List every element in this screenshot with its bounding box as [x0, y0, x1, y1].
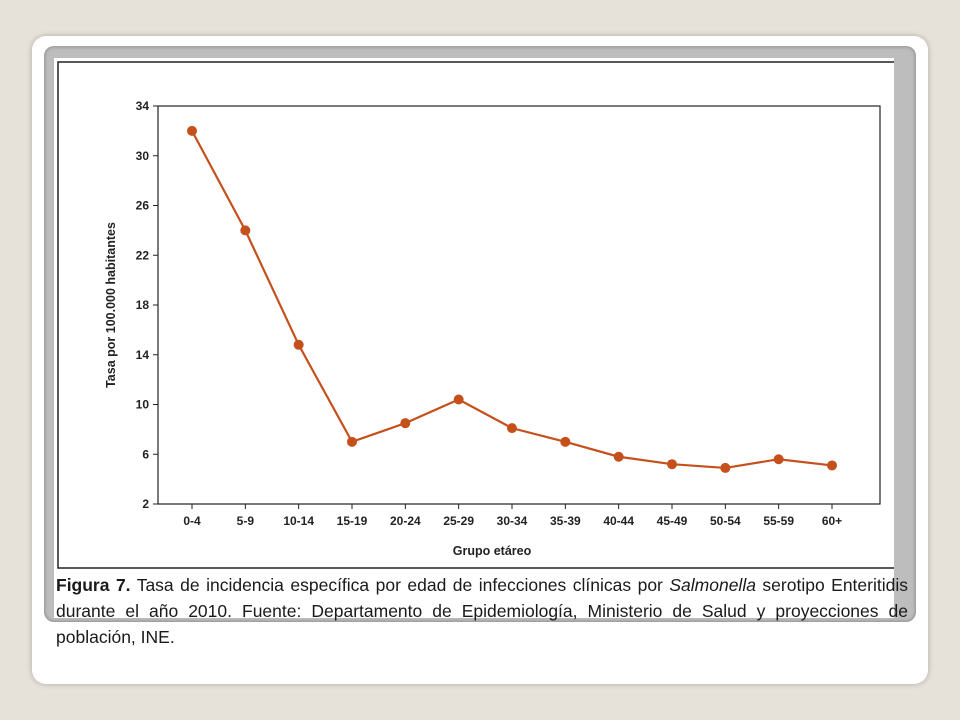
figure-caption — [56, 572, 908, 650]
slide-card — [32, 36, 928, 684]
y-tick-label: 22 — [135, 248, 149, 263]
x-axis-ticks — [183, 504, 842, 528]
data-point — [240, 225, 250, 235]
caption-label: Figura 7. — [56, 575, 131, 595]
data-point — [560, 437, 570, 447]
x-tick-label: 35-39 — [549, 514, 581, 528]
data-point — [667, 459, 677, 469]
x-tick-label: 55-59 — [763, 514, 795, 528]
y-tick-label: 26 — [135, 198, 149, 213]
data-point — [774, 454, 784, 464]
x-tick-label: 25-29 — [443, 514, 475, 528]
data-point — [454, 395, 464, 405]
x-tick-label: 20-24 — [389, 514, 421, 528]
x-tick-label: 5-9 — [236, 514, 255, 528]
y-tick-label: 2 — [142, 497, 149, 511]
data-point — [614, 452, 624, 462]
data-point — [720, 463, 730, 473]
y-axis-ticks — [136, 99, 158, 511]
data-point — [507, 423, 517, 433]
chart-outer-border — [58, 62, 894, 568]
x-tick-label: 0-4 — [183, 514, 201, 528]
y-tick-label: 10 — [135, 397, 149, 412]
x-tick-label: 40-44 — [603, 514, 635, 528]
series-polyline — [192, 131, 832, 468]
data-point — [400, 418, 410, 428]
x-tick-label: 45-49 — [656, 514, 688, 528]
y-tick-label: 14 — [135, 347, 149, 362]
y-axis-title: Tasa por 100.000 habitantes — [104, 222, 118, 388]
caption-text-1: Tasa de incidencia específica por edad de infecciones clínicas por — [136, 575, 663, 595]
line-chart — [54, 58, 894, 578]
x-tick-label: 60+ — [821, 514, 843, 528]
x-tick-label: 10-14 — [283, 514, 315, 528]
y-tick-label: 18 — [135, 298, 149, 312]
data-point — [347, 437, 357, 447]
caption-italic: Salmonella — [669, 575, 756, 595]
x-axis-title: Grupo etáreo — [452, 544, 532, 558]
x-tick-label: 30-34 — [496, 514, 528, 528]
data-point — [187, 126, 197, 136]
y-tick-label: 6 — [142, 447, 149, 462]
data-point — [827, 460, 837, 470]
figure-image — [54, 58, 894, 618]
y-tick-label: 30 — [135, 148, 149, 163]
y-tick-label: 34 — [135, 99, 149, 113]
caption-text-2: serotipo Enteritidis durante el año 2010. Fuente: Departamento de Epidemiología, Ministerio de Salud y proyecciones de población, INE. — [56, 575, 908, 647]
x-tick-label: 50-54 — [709, 514, 741, 528]
data-point — [294, 340, 304, 350]
x-tick-label: 15-19 — [336, 514, 368, 528]
plot-area — [158, 106, 880, 504]
series-line — [187, 126, 837, 473]
